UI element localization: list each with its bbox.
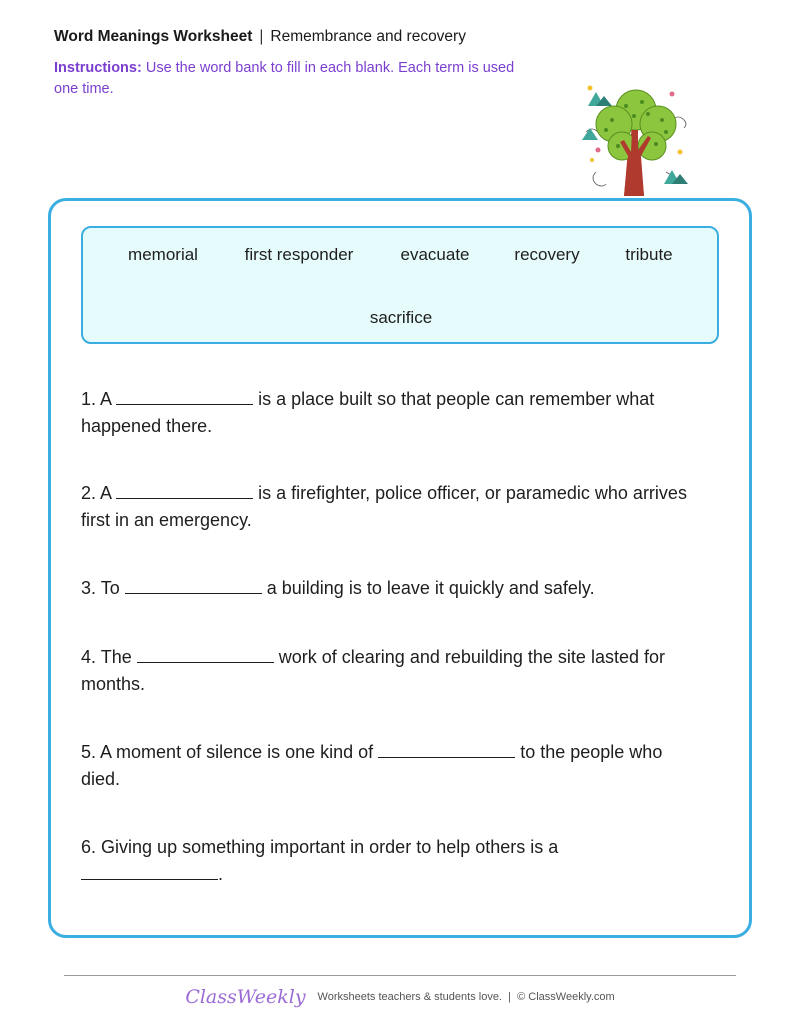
brand-logo: ClassWeekly [185, 986, 306, 1008]
instructions [54, 58, 524, 100]
answer-blank[interactable] [137, 645, 274, 663]
tree-icon [576, 80, 694, 196]
instructions-text: Use the word bank to fill in each blank. Each term is used one time. [54, 60, 515, 97]
worksheet-subtitle: Remembrance and recovery [270, 28, 466, 45]
footer-divider [64, 975, 736, 976]
word-bank-term: first responder [244, 245, 354, 264]
word-bank-term: sacrifice [369, 308, 433, 327]
instructions-label: Instructions: [54, 60, 142, 76]
question-5: 5. A moment of silence is one kind of to the people who died. [81, 742, 663, 789]
question-1: 1. A is a place built so that people can remember what happened there. [81, 389, 655, 436]
word-bank-term: tribute [625, 245, 673, 264]
footer-copyright: © ClassWeekly.com [517, 991, 615, 1003]
question-3: 3. To a building is to leave it quickly and safely. [81, 578, 595, 598]
footer-separator: | [508, 991, 511, 1003]
header-separator: | [259, 28, 264, 45]
answer-blank[interactable] [116, 387, 253, 405]
answer-blank[interactable] [81, 862, 218, 880]
word-bank-term: recovery [514, 245, 580, 264]
answer-blank[interactable] [378, 740, 515, 758]
answer-blank[interactable] [116, 481, 253, 499]
word-bank-term: evacuate [400, 245, 470, 264]
answer-blank[interactable] [125, 576, 262, 594]
footer-tagline: Worksheets teachers & students love. [317, 991, 502, 1003]
footer [0, 986, 800, 1008]
word-bank-term: memorial [128, 245, 198, 264]
question-6: 6. Giving up something important in order to help others is a . [81, 837, 559, 884]
word-bank [81, 226, 719, 344]
worksheet-title: Word Meanings Worksheet [54, 28, 253, 45]
worksheet-header [54, 28, 466, 46]
question-2: 2. A is a firefighter, police officer, or paramedic who arrives first in an emergency. [81, 483, 687, 530]
question-4: 4. The work of clearing and rebuilding the site lasted for months. [81, 647, 665, 694]
